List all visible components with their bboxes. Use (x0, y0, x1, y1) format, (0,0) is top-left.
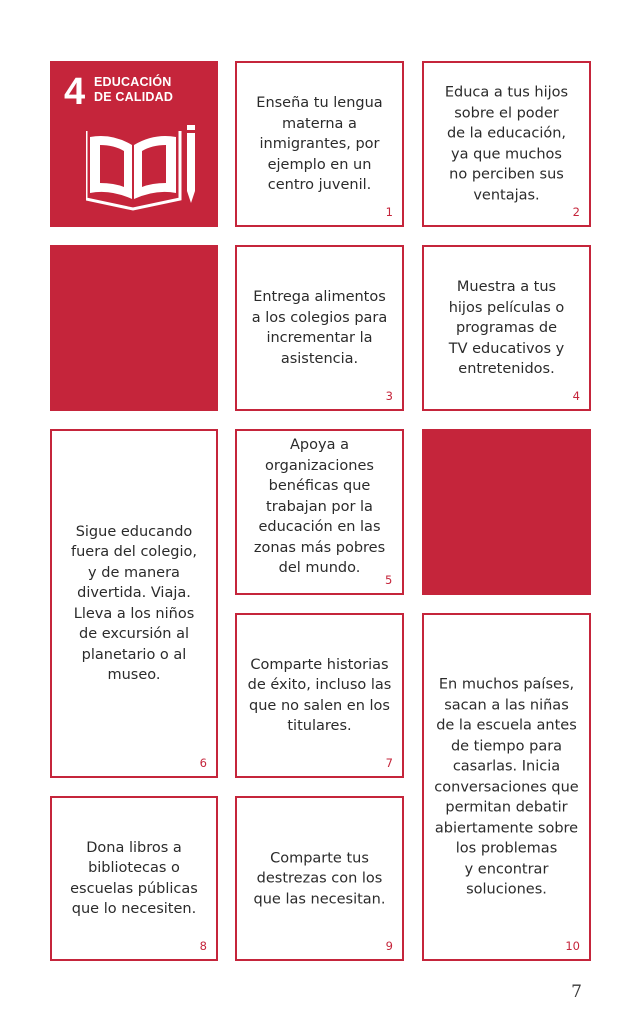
red-filler-tile (422, 429, 591, 595)
tip-card-7 (235, 613, 404, 778)
tip-number: 3 (385, 389, 393, 403)
tip-text: En muchos países, sacan a las niñas de la escuela antes de tiempo para casarlas. Inicia conversaciones que permitan debatir abiertamente sobre los problemas y encontrar soluciones. (434, 676, 579, 898)
sdg-number: 4 (64, 71, 86, 113)
tip-number: 7 (385, 756, 393, 770)
tip-text: Educa a tus hijos sobre el poder de la educación, ya que muchos no perciben sus ventajas. (444, 84, 569, 203)
tip-text: Apoya a organizaciones benéficas que trabajan por la educación en las zonas más pobres del mundo. (253, 437, 386, 576)
tip-number: 1 (385, 205, 393, 219)
tip-card-6 (50, 429, 218, 778)
sdg4-logo-tile (50, 61, 218, 227)
tip-number: 9 (385, 939, 393, 953)
tip-number: 10 (565, 939, 580, 953)
sdg-title: EDUCACIÓN DE CALIDAD (94, 75, 174, 104)
tip-card-2 (422, 61, 591, 227)
tip-number: 4 (572, 389, 580, 403)
tip-card-10 (422, 613, 591, 961)
tip-card-4 (422, 245, 591, 411)
tip-text: Muestra a tus hijos películas o programas de TV educativos y entretenidos. (448, 278, 565, 377)
tip-text: Comparte historias de éxito, incluso las que no salen en los titulares. (247, 656, 392, 734)
book-and-pencil-icon (86, 123, 196, 263)
tip-card-8 (50, 796, 218, 961)
tip-text: Comparte tus destrezas con los que las necesitan. (253, 849, 386, 907)
tip-text: Enseña tu lengua materna a inmigrantes, por ejemplo en un centro juvenil. (256, 94, 383, 193)
tip-number: 8 (199, 939, 207, 953)
tip-card-3 (235, 245, 404, 411)
tip-card-9 (235, 796, 404, 961)
tip-card-5 (235, 429, 404, 595)
tip-card-1 (235, 61, 404, 227)
red-filler-tile (50, 245, 218, 411)
tip-number: 2 (572, 205, 580, 219)
tip-text: Dona libros a bibliotecas o escuelas públicas que lo necesiten. (70, 839, 198, 917)
tip-text: Entrega alimentos a los colegios para incrementar la asistencia. (251, 289, 388, 367)
tip-number: 5 (385, 573, 393, 587)
page-number: 7 (571, 982, 582, 1002)
tip-number: 6 (199, 756, 207, 770)
tip-text: Sigue educando fuera del colegio, y de manera divertida. Viaja. Lleva a los niños de excursión al planetario o al museo. (71, 523, 197, 683)
